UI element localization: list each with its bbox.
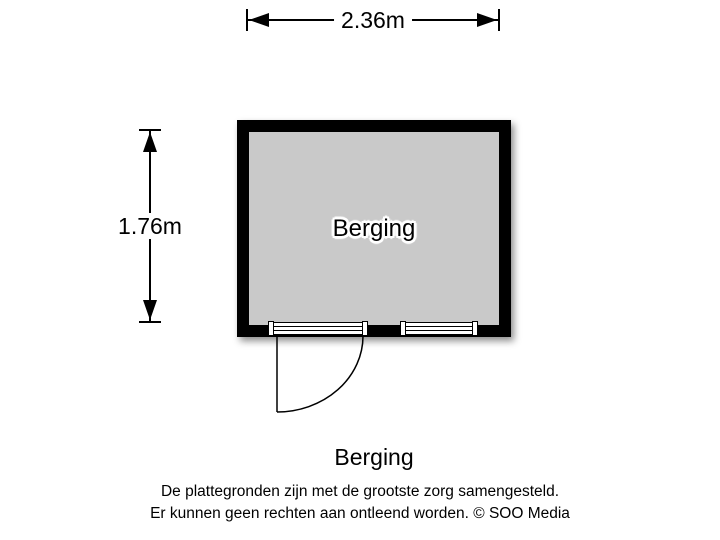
- arrowhead-down-icon: [143, 300, 157, 320]
- width-dimension-label: 2.36m: [334, 7, 412, 33]
- arrowhead-left-icon: [249, 13, 269, 27]
- width-dimension: [246, 9, 500, 31]
- window-jamb-right: [472, 321, 478, 336]
- dimension-tick-top: [139, 129, 161, 131]
- room-berging: [237, 120, 511, 337]
- disclaimer-line-2: Er kunnen geen rechten aan ontleend worden. © SOO Media: [150, 505, 570, 522]
- window-opening: [400, 322, 478, 335]
- door-swing-arc: [277, 336, 363, 412]
- arrowhead-right-icon: [477, 13, 497, 27]
- dimension-tick-right: [498, 9, 500, 31]
- disclaimer-line-1: De plattegronden zijn met de grootste zorg samengesteld.: [160, 483, 560, 500]
- door-jamb-left: [268, 321, 274, 336]
- window-line: [401, 330, 477, 331]
- arrowhead-up-icon: [143, 132, 157, 152]
- door-jamb-right: [362, 321, 368, 336]
- door-line: [269, 330, 367, 331]
- dimension-tick-bottom: [139, 321, 161, 323]
- height-dimension-label: 1.76m: [111, 213, 189, 239]
- door-opening: [268, 322, 368, 335]
- door-line: [269, 326, 367, 327]
- window-line: [401, 326, 477, 327]
- room-label: Berging: [332, 214, 416, 242]
- floorplan-title: Berging: [334, 444, 414, 470]
- dimension-tick-left: [246, 9, 248, 31]
- window-jamb-left: [400, 321, 406, 336]
- height-dimension: [118, 129, 182, 323]
- disclaimer: [0, 481, 720, 525]
